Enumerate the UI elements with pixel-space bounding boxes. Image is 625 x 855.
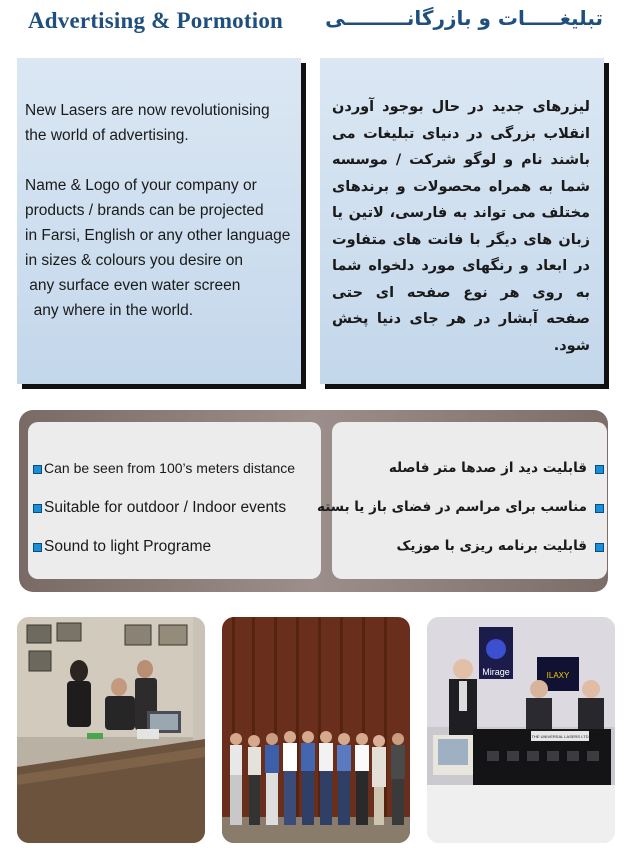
office-meeting-illustration [17,617,205,843]
banner-text-universal-lasers: THE UNIVERSAL LASERS LTD [531,734,589,739]
feature-item-en [28,538,321,577]
photo-laser-exhibition [427,617,615,843]
square-bullet-icon [595,504,604,513]
square-bullet-icon [33,465,42,474]
poster-text-mirage: Mirage [482,667,510,677]
photo-office-meeting [17,617,205,843]
square-bullet-icon [33,543,42,552]
feature-text-en: Sound to light Programe [44,538,212,555]
feature-item-en [28,499,321,538]
feature-text-en: Suitable for outdoor / Indoor events [44,499,287,516]
feature-text-fa: قابلیت دید از صدها متر فاصله [388,460,587,476]
features-bar [19,410,608,592]
photo-team-group [222,617,410,843]
feature-text-fa: قابلیت برنامه ریزی با موزیک [396,538,587,554]
square-bullet-icon [595,543,604,552]
feature-text-fa: مناسب برای مراسم در فضای باز یا بسته [317,499,587,515]
feature-item-fa [332,460,607,499]
feature-item-en [28,460,321,499]
team-group-illustration [222,617,410,843]
intro-fa-paragraph: لیزرهای جدید در حال بوجود آوردن انقلاب بزرگی در دنیای تبلیغات می باشند نام و لوگو شرکت / موسسه شما به همراه محصولات و برندهای مختلف می تواند به فارسی، لاتین یا زبان های دیگر با فانت های متفاوت در ابعاد و رنگهای مورد دلخواه شما به روی هر نوع صفحه ای حتی صفحه آبشار در هر جای دنیا پخش شود. [332,99,590,354]
features-card-en [28,422,321,579]
feature-item-fa [332,538,607,577]
poster-text-ilaxy: ILAXY [546,671,570,680]
square-bullet-icon [33,504,42,513]
intro-en-paragraph-2: Name & Logo of your company or products / brands can be projected in Farsi, English or any other language in sizes & colours you desire on any surface even water screen any where in the world. [25,177,291,319]
laser-exhibition-illustration [427,617,615,843]
intro-panel-en [17,58,301,384]
feature-text-en: Can be seen from 100’s meters distance [44,460,296,476]
features-card-fa [317,422,607,579]
page-title-en: Advertising & Pormotion [28,8,284,33]
intro-en-paragraph-1: New Lasers are now revolutionising the world of advertising. [25,102,270,144]
page-title-fa: تبلیغـــــات و بازرگانـــــــــی [325,6,603,30]
intro-panel-fa [320,58,604,384]
square-bullet-icon [595,465,604,474]
feature-item-fa [317,499,607,538]
